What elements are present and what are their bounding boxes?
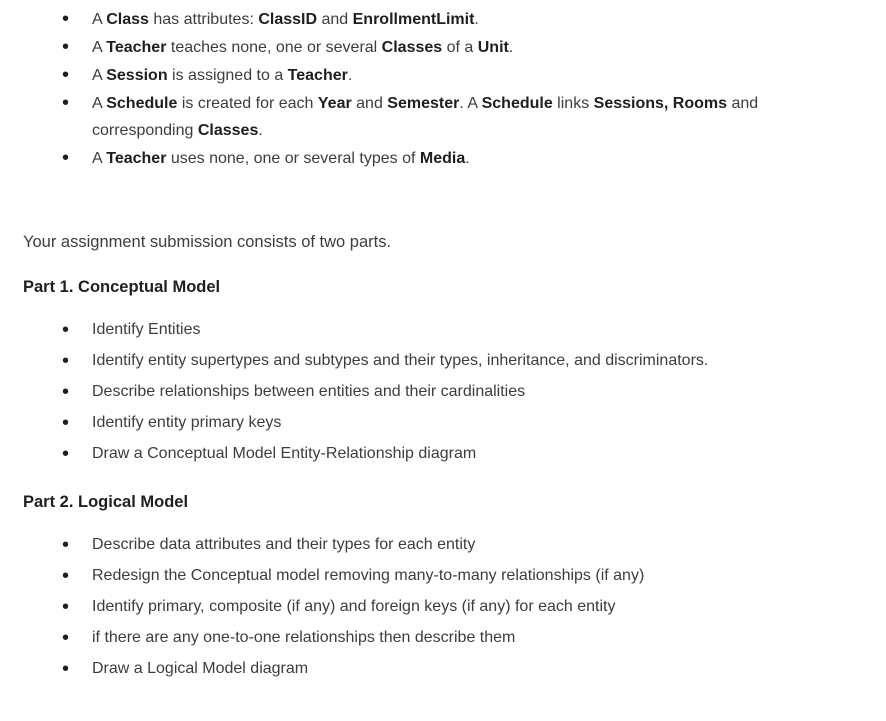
list-item: • Identify Entities bbox=[62, 315, 848, 345]
text: is created for each bbox=[177, 95, 318, 112]
text: and corresponding bbox=[92, 95, 759, 139]
list-item: • Identify entity supertypes and subtypes and their types, inheritance, and discriminators. bbox=[62, 346, 848, 376]
bold-text: Teacher bbox=[106, 150, 167, 167]
bold-text: EnrollmentLimit bbox=[352, 11, 475, 28]
bold-text: ClassID bbox=[258, 11, 318, 28]
text: A bbox=[92, 67, 107, 84]
list-item bbox=[62, 145, 848, 172]
text: . bbox=[465, 150, 470, 167]
text: and bbox=[351, 95, 388, 112]
bold-text: Session bbox=[106, 67, 168, 84]
text: uses none, one or several types of bbox=[166, 150, 420, 167]
text: . bbox=[508, 39, 514, 56]
text: A bbox=[92, 39, 107, 56]
bold-text: Schedule bbox=[481, 95, 553, 112]
text: and bbox=[317, 11, 353, 28]
text: A bbox=[92, 150, 107, 167]
text: . bbox=[258, 122, 263, 139]
bold-text: Classes bbox=[381, 39, 443, 56]
text: . bbox=[474, 11, 479, 28]
text: A bbox=[92, 11, 107, 28]
bold-text: Sessions, Rooms bbox=[593, 95, 728, 112]
bold-text: Semester bbox=[387, 95, 460, 112]
list-item: • Describe relationships between entities and their cardinalities bbox=[62, 377, 848, 407]
bold-text: Schedule bbox=[106, 95, 178, 112]
text: . bbox=[347, 67, 353, 84]
section-heading: Part 1. Conceptual Model bbox=[23, 278, 221, 296]
text: is assigned to a bbox=[167, 67, 288, 84]
text: links bbox=[552, 95, 594, 112]
list-item: • Describe data attributes and their types for each entity bbox=[62, 530, 848, 560]
bold-text: Classes bbox=[197, 122, 259, 139]
text: has attributes: bbox=[148, 11, 259, 28]
section-bullet-list bbox=[23, 530, 848, 684]
intro-bullet-list bbox=[23, 6, 848, 172]
list-item bbox=[62, 6, 848, 33]
bold-text: Year bbox=[317, 95, 352, 112]
list-item: • if there are any one-to-one relationships then describe them bbox=[62, 623, 848, 653]
list-item bbox=[62, 62, 848, 89]
assignment-paragraph: Your assignment submission consists of two parts. bbox=[23, 233, 392, 251]
text: of a bbox=[442, 39, 478, 56]
text: . A bbox=[459, 95, 482, 112]
list-item bbox=[62, 90, 848, 144]
bold-text: Teacher bbox=[287, 67, 348, 84]
list-item: • Draw a Logical Model diagram bbox=[62, 654, 848, 684]
assignment-sections bbox=[23, 275, 848, 684]
list-item: • Draw a Conceptual Model Entity-Relationship diagram bbox=[62, 439, 848, 469]
bold-text: Unit bbox=[477, 39, 509, 56]
bold-text: Class bbox=[106, 11, 149, 28]
bold-text: Teacher bbox=[106, 39, 167, 56]
section-heading: Part 2. Logical Model bbox=[23, 493, 189, 511]
bold-text: Media bbox=[419, 150, 466, 167]
list-item: • Redesign the Conceptual model removing many-to-many relationships (if any) bbox=[62, 561, 848, 591]
text: A bbox=[92, 95, 107, 112]
section-bullet-list bbox=[23, 315, 848, 469]
text: teaches none, one or several bbox=[166, 39, 382, 56]
list-item: • Identify entity primary keys bbox=[62, 408, 848, 438]
list-item: • Identify primary, composite (if any) and foreign keys (if any) for each entity bbox=[62, 592, 848, 622]
list-item bbox=[62, 34, 848, 61]
